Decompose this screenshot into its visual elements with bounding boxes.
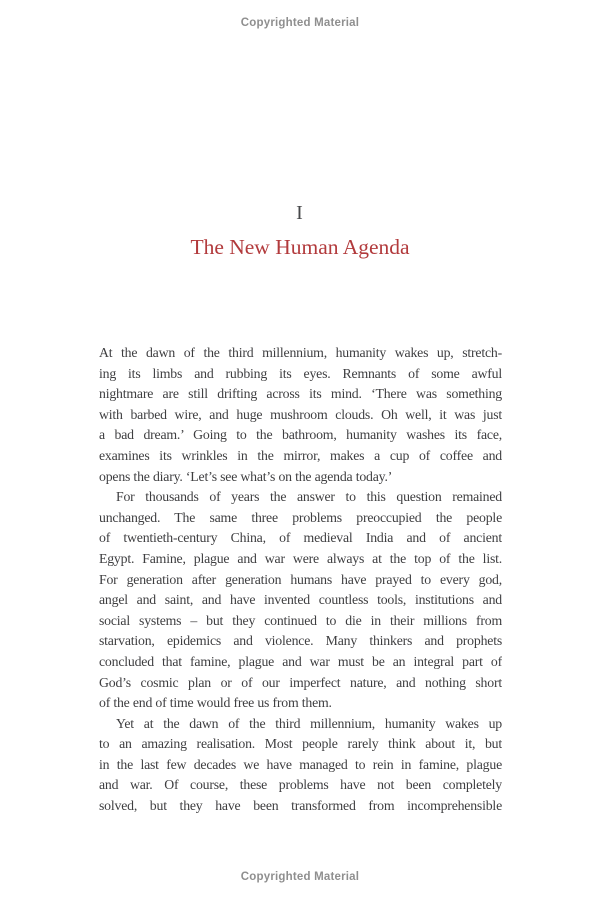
body-line: examines its wrinkles in the mirror, makes a cup of coffee and [99,447,502,463]
body-line: with barbed wire, and huge mushroom clouds. Oh well, it was just [99,406,502,422]
copyright-notice-bottom: Copyrighted Material [240,871,360,883]
body-text [99,343,502,817]
body-line: opens the diary. ‘Let’s see what’s on the agenda today.’ [99,468,393,484]
body-line: ing its limbs and rubbing its eyes. Remnants of some awful [99,365,502,381]
body-line: solved, but they have been transformed from incomprehensible [99,798,502,814]
body-line: Yet at the dawn of the third millennium, humanity wakes up [116,715,502,731]
body-line: to an amazing realisation. Most people rarely think about it, but [99,736,502,752]
chapter-number: I [296,202,304,224]
body-line: concluded that famine, plague and war must be an integral part of [99,653,502,669]
body-line: At the dawn of the third millennium, humanity wakes up, stretch- [99,345,502,360]
body-line: unchanged. The same three problems preoccupied the people [99,509,502,525]
body-line: social systems – but they continued to die in their millions from [99,612,502,628]
body-line: God’s cosmic plan or of our imperfect nature, and nothing short [99,674,502,690]
body-line: Egypt. Famine, plague and war were always at the top of the list. [99,550,502,566]
copyright-notice-top: Copyrighted Material [240,17,360,29]
chapter-title: The New Human Agenda [190,235,410,259]
body-line: a bad dream.’ Going to the bathroom, humanity washes its face, [99,427,502,443]
body-line: starvation, epidemics and violence. Many thinkers and prophets [99,633,502,649]
body-line: in the last few decades we have managed to rein in famine, plague [99,756,502,772]
body-line: of the end of time would free us from them. [99,695,332,711]
body-line: nightmare are still drifting across its mind. ‘There was something [99,386,502,402]
body-line: angel and saint, and have invented countless tools, institutions and [99,592,502,608]
body-line: and war. Of course, these problems have not been completely [99,777,502,793]
body-line: For generation after generation humans have prayed to every god, [99,571,502,587]
body-line: of twentieth-century China, of medieval India and of ancient [99,530,502,546]
body-line: For thousands of years the answer to this question remained [116,489,502,505]
